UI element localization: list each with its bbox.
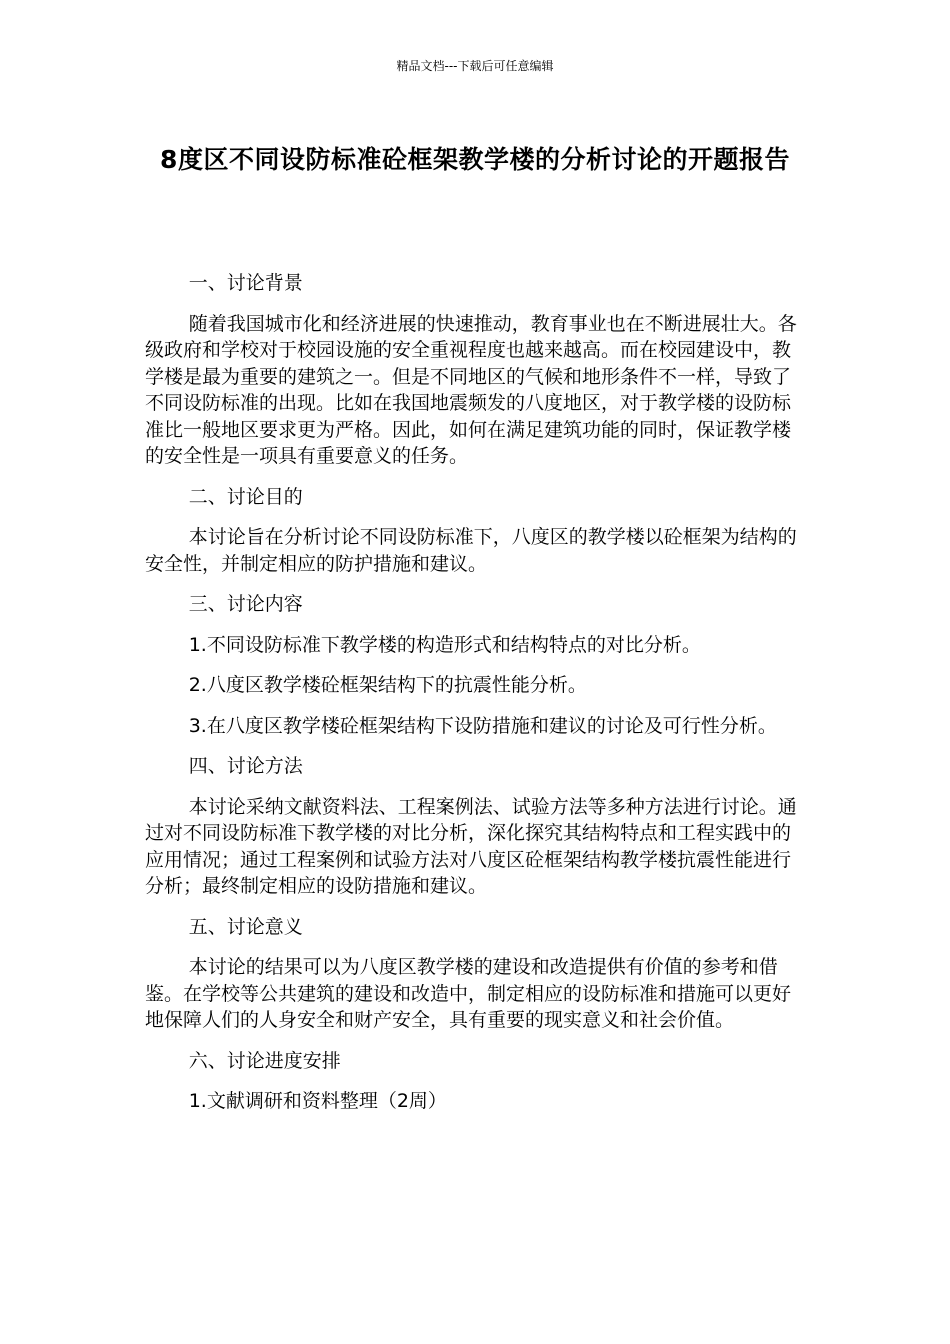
list-item-content-3: 3.在八度区教学楼砼框架结构下设防措施和建议的讨论及可行性分析。	[188, 714, 777, 737]
section-heading-content: 三、讨论内容	[188, 593, 303, 615]
section-heading-schedule: 六、讨论进度安排	[188, 1049, 341, 1072]
document-title: 8度区不同设防标准砼框架教学楼的分析讨论的开题报告	[160, 145, 790, 174]
section-heading-background: 一、讨论背景	[188, 272, 303, 294]
paragraph-method: 本讨论采纳文献资料法、工程案例法、试验方法等多种方法进行讨论。通过对不同设防标准下教学楼的对比分析，深化探究其结构特点和工程实践中的应用情况；通过工程案例和试验方法对八度区砼框架结构教学楼抗震性能进行分析；最终制定相应的设防措施和建议。	[145, 795, 797, 897]
page-header: 精品文档---下载后可任意编辑	[396, 59, 554, 73]
section-heading-method: 四、讨论方法	[188, 755, 303, 777]
list-item-content-1: 1.不同设防标准下教学楼的构造形式和结构特点的对比分析。	[188, 633, 701, 656]
paragraph-purpose: 本讨论旨在分析讨论不同设防标准下，八度区的教学楼以砼框架为结构的安全性，并制定相应的防护措施和建议。	[145, 526, 797, 575]
document-body	[145, 270, 805, 1129]
list-item-content-2: 2.八度区教学楼砼框架结构下的抗震性能分析。	[188, 674, 587, 696]
list-item-schedule-1: 1.文献调研和资料整理（2周）	[188, 1090, 447, 1112]
section-heading-significance: 五、讨论意义	[188, 915, 303, 938]
paragraph-background: 随着我国城市化和经济进展的快速推动，教育事业也在不断进展壮大。各级政府和学校对于校园设施的安全重视程度也越来越高。而在校园建设中，教学楼是最为重要的建筑之一。但是不同地区的气候和地形条件不一样，导致了不同设防标准的出现。比如在我国地震频发的八度地区，对于教学楼的设防标准比一般地区要求更为严格。因此，如何在满足建筑功能的同时，保证教学楼的安全性是一项具有重要意义的任务。	[145, 312, 797, 467]
paragraph-significance: 本讨论的结果可以为八度区教学楼的建设和改造提供有价值的参考和借鉴。在学校等公共建筑的建设和改造中，制定相应的设防标准和措施可以更好地保障人们的人身安全和财产安全，具有重要的现实意义和社会价值。	[145, 956, 792, 1031]
section-heading-purpose: 二、讨论目的	[188, 485, 303, 508]
